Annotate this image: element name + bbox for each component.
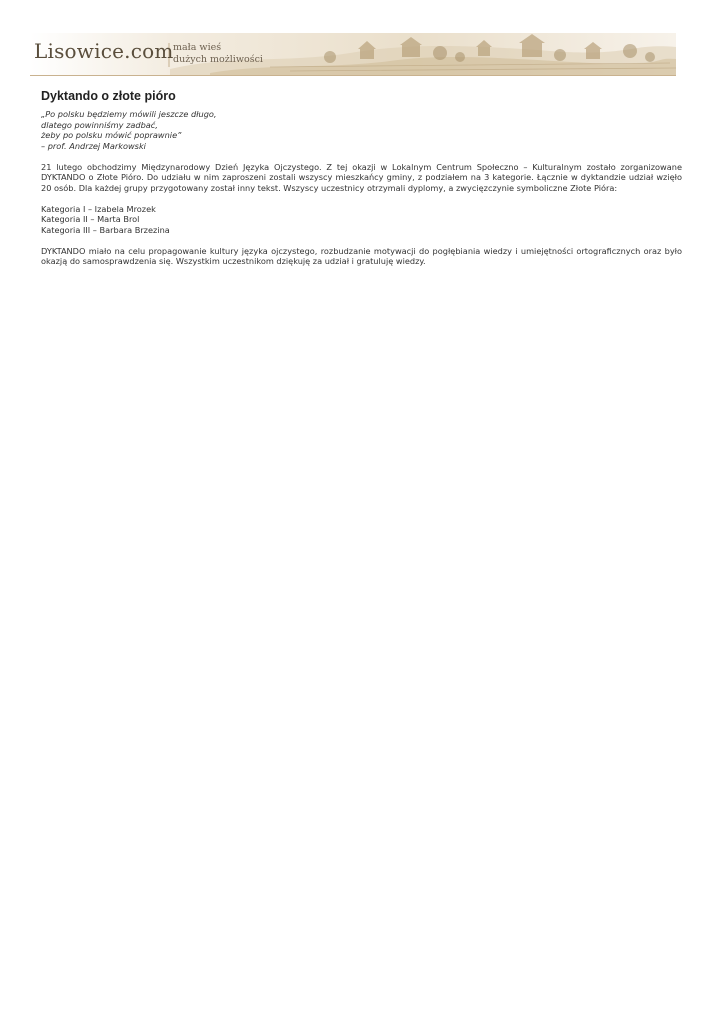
quote-author: – prof. Andrzej Markowski <box>41 140 146 151</box>
article-paragraph: 21 lutego obchodzimy Międzynarodowy Dzień Języka Ojczystego. Z tej okazji w Lokalnym Centrum Społeczno – Kulturalnym zostało zorganizowane DYKTANDO o Złote Pióro. Do udziału w nim zaproszeni zostali wszyscy mieszkańcy gminy, z podziałem na 3 kategorie. Łącznie w dyktandzie udział wzięło 20 osób. Dla każdej grupy przygotowany został inny tekst. Wszyscy uczestnicy otrzymali dyplomy, a zwycięzczynie symboliczne Złote Pióra: <box>41 161 682 193</box>
tagline-line: mała wieś <box>173 42 222 53</box>
site-banner <box>30 33 676 76</box>
article <box>41 89 682 267</box>
quote-line: „Po polsku będziemy mówili jeszcze długo, <box>41 109 217 119</box>
quote-line: żeby po polsku mówić poprawnie” <box>41 130 182 140</box>
article-paragraph: DYKTANDO miało na celu propagowanie kultury języka ojczystego, rozbudzanie motywacji do pogłębiania wiedzy i umiejętności ortograficznych oraz było okazją do samosprawdzenia się. Wszystkim uczestnikom dziękuję za udział i gratuluję wiedzy. <box>41 245 682 266</box>
winner-item: Kategoria III – Barbara Brzezina <box>41 224 170 235</box>
tagline-line: dużych możliwości <box>173 54 263 65</box>
winner-item: Kategoria I – Izabela Mrozek <box>41 203 156 214</box>
site-tagline <box>173 42 263 66</box>
site-logo-text[interactable]: Lisowice.com <box>34 39 174 63</box>
article-title: Dyktando o złote pióro <box>41 89 176 103</box>
winner-item: Kategoria II – Marta Brol <box>41 214 140 224</box>
quote-line: dlatego powinniśmy zadbać, <box>41 119 158 130</box>
article-quote <box>41 109 682 151</box>
winners-list <box>41 204 682 236</box>
